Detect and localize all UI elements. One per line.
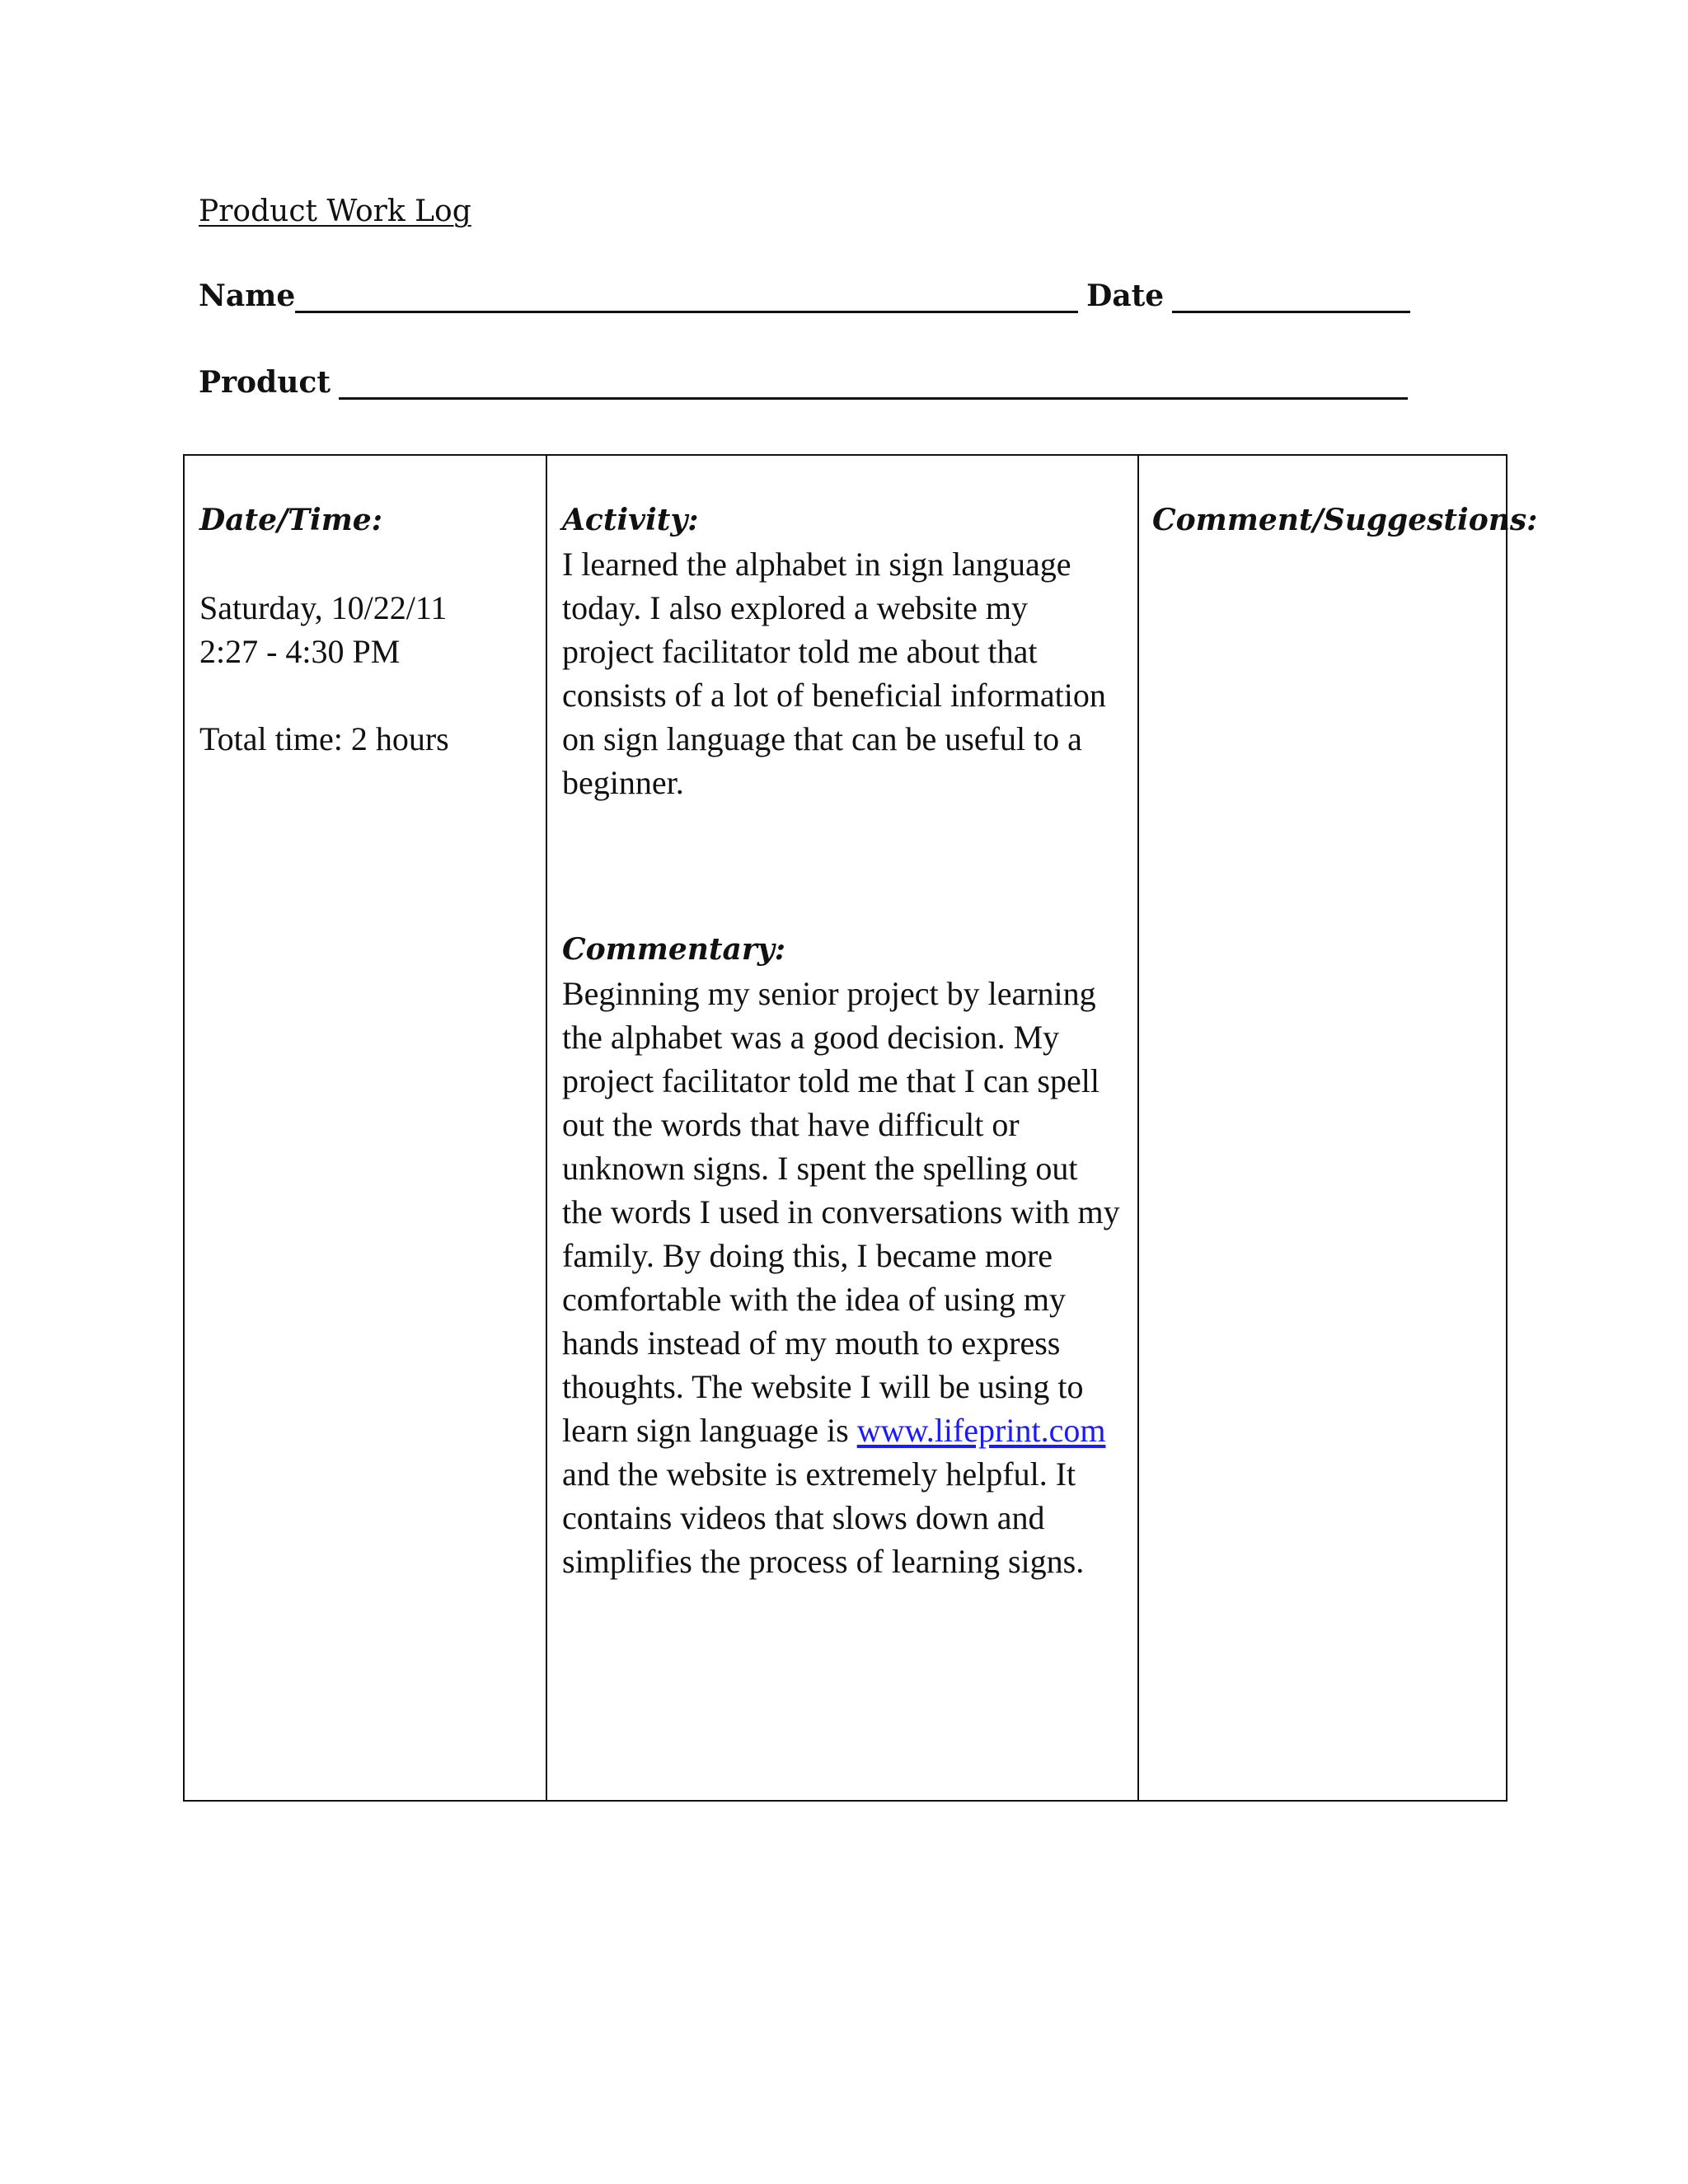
date-blank-line [1172, 280, 1410, 313]
commentary-text [562, 972, 1124, 1583]
name-date-row [199, 279, 1410, 313]
product-blank-line [339, 367, 1408, 400]
name-blank-line [295, 280, 1078, 313]
entry-date: Saturday, 10/22/11 [199, 589, 448, 626]
entry-total-time: Total time: 2 hours [199, 720, 449, 757]
work-log-table [183, 454, 1538, 1802]
date-time-cell [184, 455, 546, 1801]
commentary-text-before-link: Beginning my senior project by learning the alphabet was a good decision. My project facilitator told me that I can spell out the words that have difficult or unknown signs. I spent the spelling out the words I used in conversations with my family. By doing this, I became more comfortable with the idea of using my hands instead of my mouth to express thoughts. The website I will be using to learn sign language is [562, 975, 1120, 1449]
date-label: Date [1086, 279, 1165, 313]
comment-suggestions-heading: Comment/Suggestions: [1152, 503, 1538, 537]
activity-text: I learned the alphabet in sign language today. I also explored a website my project facilitator told me about that consists of a lot of beneficial information on sign language that can be useful to a beginner. [562, 546, 1106, 801]
product-row [199, 365, 1408, 400]
entry-time-range: 2:27 - 4:30 PM [199, 633, 401, 670]
product-label: Product [199, 365, 331, 400]
work-log-row [184, 455, 1507, 1801]
lifeprint-link[interactable]: www.lifeprint.com [856, 1412, 1106, 1449]
date-time-heading: Date/Time: [199, 503, 382, 537]
commentary-text-after-link: and the website is extremely helpful. It contains videos that slows down and simplifies the process of learning signs. [562, 1455, 1085, 1580]
page-title: Product Work Log [199, 194, 471, 228]
activity-cell [546, 455, 1138, 1801]
name-label: Name [199, 279, 296, 313]
commentary-heading: Commentary: [562, 932, 786, 967]
comment-suggestions-cell [1138, 455, 1538, 1801]
activity-heading: Activity: [562, 503, 699, 537]
